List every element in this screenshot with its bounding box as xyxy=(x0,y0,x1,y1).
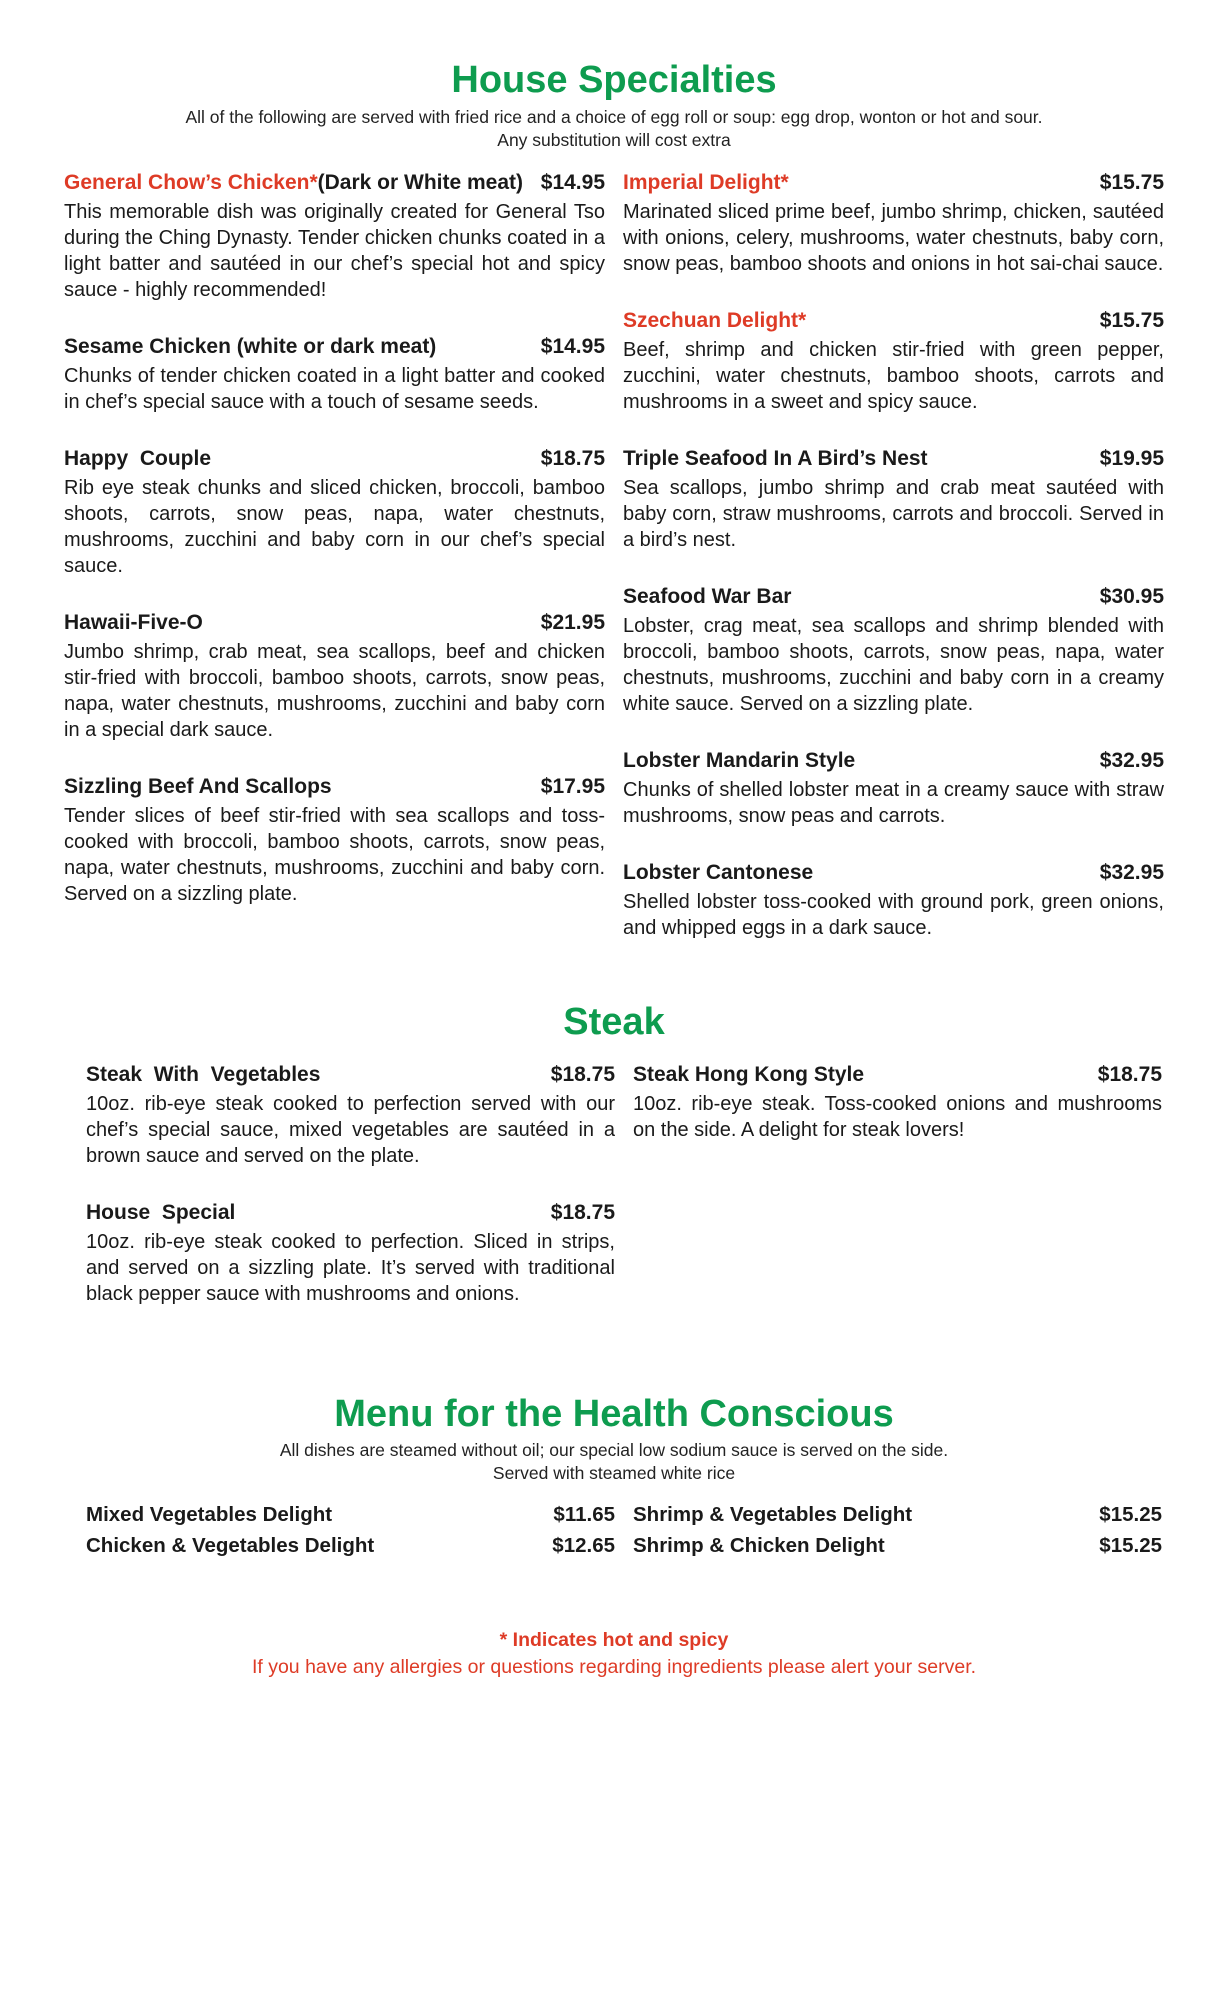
menu-item-triple-seafood-birds-nest xyxy=(623,446,1164,553)
dish-price: $21.95 xyxy=(540,610,605,634)
dish-description: 10oz. rib-eye steak cooked to perfection. Sliced in strips, and served on a sizzling plate. It’s served with traditional black pepper sauce with mushrooms and onions. xyxy=(86,1230,615,1305)
house-specialties-subtitle-line1: All of the following are served with fried rice and a choice of egg roll or soup: egg drop, wonton or hot and sour. xyxy=(185,106,1043,127)
health-title: Menu for the Health Conscious xyxy=(334,1392,894,1435)
menu-item-header xyxy=(64,446,605,472)
footer-note-spicy: * Indicates hot and spicy xyxy=(499,1629,729,1652)
menu-item-imperial-delight xyxy=(623,170,1164,277)
dish-name: Szechuan Delight* xyxy=(623,308,807,332)
dish-price: $30.95 xyxy=(1099,584,1164,608)
dish-name: Lobster Mandarin Style xyxy=(623,748,856,772)
steak-columns xyxy=(64,1062,1164,1338)
menu-item-steak-with-vegetables xyxy=(86,1062,615,1169)
health-item-shrimp-chicken-delight xyxy=(633,1530,1162,1561)
dish-name: Happy Couple xyxy=(64,446,212,470)
health-subtitle xyxy=(64,1439,1164,1485)
dish-name: Hawaii-Five-O xyxy=(64,610,203,634)
dish-description: Shelled lobster toss-cooked with ground pork, green onions, and whipped eggs in a dark sauce. xyxy=(623,890,1164,939)
dish-name: Shrimp & Chicken Delight xyxy=(633,1534,885,1558)
menu-item-header xyxy=(623,584,1164,610)
dish-description: 10oz. rib-eye steak cooked to perfection served with our chef’s special sauce, mixed vegetables are sautéed in a brown sauce and served on the plate. xyxy=(86,1092,615,1167)
menu-item-seafood-war-bar xyxy=(623,584,1164,717)
dish-description: Lobster, crag meat, sea scallops and shrimp blended with broccoli, bamboo shoots, carrots, snow peas, napa, water chestnuts, mushrooms, zucchini and baby corn in a creamy white sauce. Served on a sizzling plate. xyxy=(623,614,1164,715)
house-specialties-left-column xyxy=(64,170,605,972)
menu-item-header xyxy=(86,1200,615,1226)
footer-note-allergy: If you have any allergies or questions regarding ingredients please alert your server. xyxy=(251,1656,977,1679)
menu-item-header xyxy=(64,334,605,360)
dish-price: $12.65 xyxy=(552,1534,615,1558)
menu-item-house-special xyxy=(86,1200,615,1307)
dish-price: $17.95 xyxy=(540,774,605,798)
dish-description: Marinated sliced prime beef, jumbo shrimp, chicken, sautéed with onions, celery, mushrooms, water chestnuts, baby corn, snow peas, bamboo shoots and onions in hot sai-chai sauce. xyxy=(623,200,1164,275)
dish-price: $18.75 xyxy=(1097,1062,1162,1086)
dish-price: $19.95 xyxy=(1099,446,1164,470)
menu-item-header xyxy=(64,610,605,636)
dish-description: Rib eye steak chunks and sliced chicken, broccoli, bamboo shoots, carrots, snow peas, napa, water chestnuts, mushrooms, zucchini and baby corn in our chef’s special sauce. xyxy=(64,476,605,577)
dish-name: Chicken & Vegetables Delight xyxy=(86,1534,375,1558)
dish-price: $18.75 xyxy=(550,1062,615,1086)
dish-name: Sizzling Beef And Scallops xyxy=(64,774,332,798)
menu-item-header xyxy=(623,860,1164,886)
dish-name: Mixed Vegetables Delight xyxy=(86,1503,333,1527)
dish-price: $15.75 xyxy=(1099,170,1164,194)
house-specialties-right-column xyxy=(623,170,1164,972)
menu-item-happy-couple xyxy=(64,446,605,579)
dish-price: $32.95 xyxy=(1099,860,1164,884)
dish-description: Tender slices of beef stir-fried with sea scallops and toss-cooked with broccoli, bamboo shoots, carrots, snow peas, napa, water chestnuts, mushrooms, zucchini and baby corn. Served on a sizzling plate. xyxy=(64,804,605,905)
dish-price: $15.25 xyxy=(1099,1503,1162,1527)
menu-item-sizzling-beef-and-scallops xyxy=(64,774,605,907)
menu-item-header xyxy=(623,446,1164,472)
footer xyxy=(64,1627,1164,1681)
dish-description: Chunks of shelled lobster meat in a creamy sauce with straw mushrooms, snow peas and carrots. xyxy=(623,778,1164,827)
health-subtitle-line1: All dishes are steamed without oil; our special low sodium sauce is served on the side. xyxy=(279,1440,949,1461)
section-steak xyxy=(64,1002,1164,1338)
menu-item-header xyxy=(623,748,1164,774)
dish-name: Sesame Chicken (white or dark meat) xyxy=(64,334,437,358)
dish-price: $32.95 xyxy=(1099,748,1164,772)
dish-price: $18.75 xyxy=(540,446,605,470)
dish-price: $18.75 xyxy=(550,1200,615,1224)
dish-note: (Dark or White meat) xyxy=(317,170,524,194)
dish-price: $15.75 xyxy=(1099,308,1164,332)
menu-item-header xyxy=(633,1062,1162,1088)
menu-item-header xyxy=(86,1062,615,1088)
menu-item-header xyxy=(64,170,605,196)
dish-price: $14.95 xyxy=(540,170,605,194)
menu-item-steak-hong-kong-style xyxy=(633,1062,1162,1143)
dish-price: $14.95 xyxy=(540,334,605,358)
dish-description: Chunks of tender chicken coated in a light batter and cooked in chef’s special sauce with a touch of sesame seeds. xyxy=(64,364,605,413)
section-house-specialties xyxy=(64,60,1164,972)
health-columns xyxy=(64,1499,1164,1561)
dish-name: Seafood War Bar xyxy=(623,584,792,608)
dish-name: Lobster Cantonese xyxy=(623,860,814,884)
section-health-conscious xyxy=(64,1394,1164,1562)
dish-price: $15.25 xyxy=(1099,1534,1162,1558)
menu-item-header xyxy=(623,170,1164,196)
dish-name: Steak With Vegetables xyxy=(86,1062,321,1086)
menu-item-szechuan-delight xyxy=(623,308,1164,415)
menu-item-general-chows-chicken xyxy=(64,170,605,303)
house-specialties-subtitle xyxy=(64,106,1164,152)
dish-name: Imperial Delight* xyxy=(623,170,789,194)
health-subtitle-line2: Served with steamed white rice xyxy=(492,1463,736,1484)
menu-item-lobster-mandarin-style xyxy=(623,748,1164,829)
dish-description: This memorable dish was originally created for General Tso during the Ching Dynasty. Tender chicken chunks coated in a light batter and sautéed in our chef’s special hot and spicy sauce - highly recommended! xyxy=(64,200,605,301)
dish-name: House Special xyxy=(86,1200,236,1224)
health-item-shrimp-vegetables-delight xyxy=(633,1499,1162,1530)
steak-title: Steak xyxy=(563,1000,665,1043)
dish-description: 10oz. rib-eye steak. Toss-cooked onions and mushrooms on the side. A delight for steak lovers! xyxy=(633,1092,1162,1141)
dish-name: General Chow’s Chicken* xyxy=(64,170,318,194)
house-specialties-subtitle-line2: Any substitution will cost extra xyxy=(497,129,731,150)
dish-name: Steak Hong Kong Style xyxy=(633,1062,865,1086)
dish-price: $11.65 xyxy=(553,1503,615,1527)
menu-item-hawaii-five-o xyxy=(64,610,605,743)
dish-description: Beef, shrimp and chicken stir-fried with green pepper, zucchini, water chestnuts, bamboo shoots, carrots and mushrooms in a sweet and spicy sauce. xyxy=(623,338,1164,413)
health-item-chicken-vegetables-delight xyxy=(86,1530,615,1561)
menu-item-lobster-cantonese xyxy=(623,860,1164,941)
health-left-column xyxy=(86,1499,615,1561)
menu-item-header xyxy=(64,774,605,800)
steak-right-column xyxy=(633,1062,1162,1338)
health-right-column xyxy=(633,1499,1162,1561)
dish-name: Triple Seafood In A Bird’s Nest xyxy=(623,446,928,470)
steak-left-column xyxy=(86,1062,615,1338)
house-specialties-title: House Specialties xyxy=(451,59,777,101)
menu-item-sesame-chicken xyxy=(64,334,605,415)
dish-description: Sea scallops, jumbo shrimp and crab meat sautéed with baby corn, straw mushrooms, carrots and broccoli. Served in a bird’s nest. xyxy=(623,476,1164,551)
dish-description: Jumbo shrimp, crab meat, sea scallops, beef and chicken stir-fried with broccoli, bamboo shoots, carrots, snow peas, napa, water chestnuts, mushrooms, zucchini and baby corn in a special dark sauce. xyxy=(64,640,605,741)
health-item-mixed-vegetables-delight xyxy=(86,1499,615,1530)
house-specialties-columns xyxy=(64,170,1164,972)
menu-item-header xyxy=(623,308,1164,334)
dish-name: Shrimp & Vegetables Delight xyxy=(633,1503,913,1527)
